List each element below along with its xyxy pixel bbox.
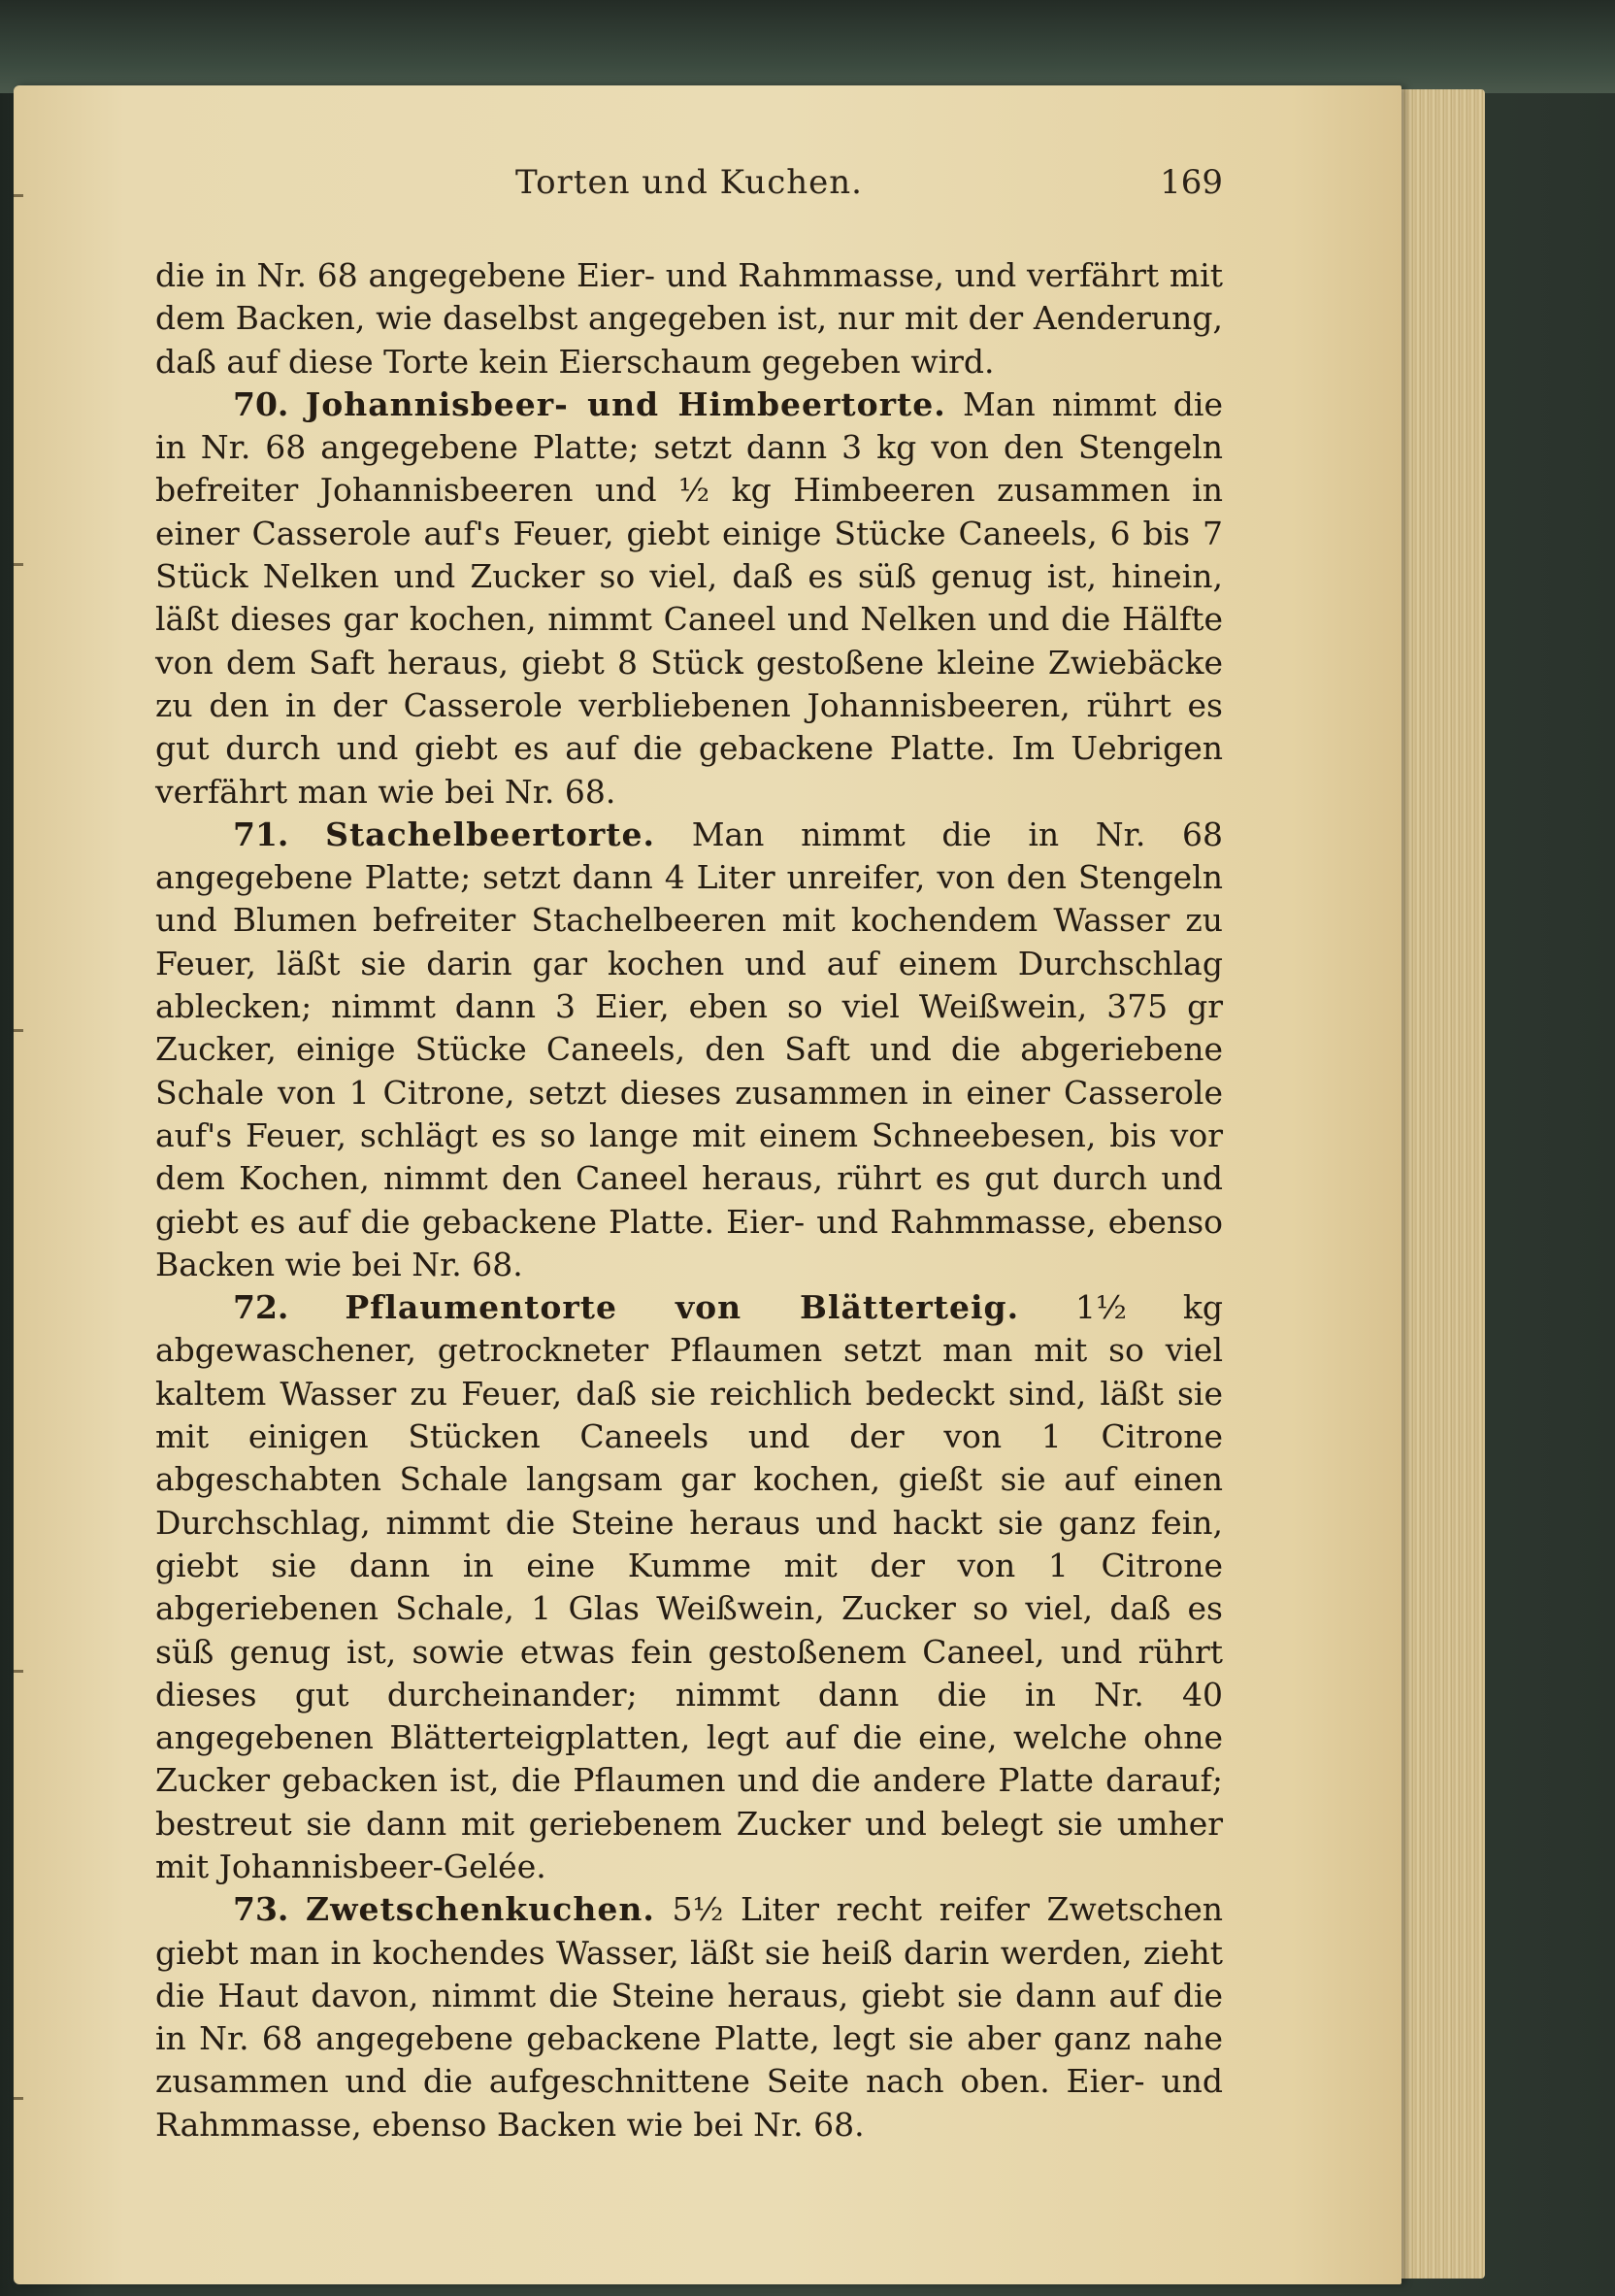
body-text <box>155 254 1223 2146</box>
recipe-text: 1½ kg abgewaschener, getrockneter Pflaumen setzt man mit so viel kaltem Wasser zu Feuer, daß sie reichlich bedeckt sind, läßt sie mit einigen Stücken Caneels und der von 1 Citrone abgeschabten Schale langsam gar kochen, gießt sie auf einen Durchschlag, nimmt die Steine heraus und hackt sie ganz fein, giebt sie dann in eine Kumme mit der von 1 Citrone abgeriebenen Schale, 1 Glas Weißwein, Zucker so viel, daß es süß genug ist, sowie etwas fein gestoßenem Caneel, und rührt dieses gut durcheinander; nimmt dann die in Nr. 40 angegebenen Blätterteigplatten, legt auf die eine, welche ohne Zucker gebacken ist, die Pflaumen und die andere Platte darauf; bestreut sie dann mit geriebenem Zucker und belegt sie umher mit Johannisbeer-Gelée. <box>155 1288 1223 1885</box>
paragraph-text: die in Nr. 68 angegebene Eier- und Rahmmasse, und verfährt mit dem Backen, wie daselbst angegeben ist, nur mit der Aenderung, daß auf diese Torte kein Eierschaum gegeben wird. <box>155 256 1223 381</box>
running-head-title: Torten und Kuchen. <box>515 163 863 202</box>
binding-stitch-marks <box>14 194 25 2136</box>
recipe-number: 72. <box>233 1288 289 1327</box>
recipe-title: Stachelbeertorte. <box>325 815 656 853</box>
running-head <box>155 163 1223 212</box>
recipe-text: Man nimmt die in Nr. 68 angegebene Platte; setzt dann 4 Liter unreifer, von den Stengeln und Blumen befreiter Stachelbeeren mit kochendem Wasser zu Feuer, läßt sie darin gar kochen und auf einem Durchschlag ablecken; nimmt dann 3 Eier, eben so viel Weißwein, 375 gr Zucker, einige Stücke Caneels, den Saft und die abgeriebene Schale von 1 Citrone, setzt dieses zusammen in einer Casserole auf's Feuer, schlägt es so lange mit einem Schneebesen, bis vor dem Kochen, nimmt den Caneel heraus, rührt es gut durch und giebt es auf die gebackene Platte. Eier- und Rahmmasse, ebenso Backen wie bei Nr. 68. <box>155 815 1223 1283</box>
recipe-number: 70. <box>233 384 289 423</box>
recipe-73 <box>155 1888 1223 2146</box>
recipe-text: Man nimmt die in Nr. 68 angegebene Platte; setzt dann 3 kg von den Stengeln befreiter Johannisbeeren und ½ kg Himbeeren zusammen in einer Casserole auf's Feuer, giebt einige Stücke Caneels, 6 bis 7 Stück Nelken und Zucker so viel, daß es süß genug ist, hinein, läßt dieses gar kochen, nimmt Caneel und Nelken und die Hälfte von dem Saft heraus, giebt 8 Stück gestoßene kleine Zwiebäcke zu den in der Casserole verbliebenen Johannisbeeren, rührt es gut durch und giebt es auf die gebackene Platte. Im Uebrigen verfährt man wie bei Nr. 68. <box>155 384 1223 811</box>
recipe-title: Pflaumentorte von Blätterteig. <box>345 1288 1020 1327</box>
recipe-70 <box>155 383 1223 814</box>
page-edges <box>1398 89 1485 2279</box>
recipe-71 <box>155 814 1223 1286</box>
recipe-number: 73. <box>233 1890 289 1929</box>
recipe-72 <box>155 1286 1223 1888</box>
paragraph-continuation <box>155 254 1223 383</box>
recipe-title: Zwetschenkuchen. <box>306 1890 655 1929</box>
recipe-number: 71. <box>233 815 289 853</box>
page-number: 169 <box>1160 163 1223 202</box>
recipe-text: 5½ Liter recht reifer Zwetschen giebt man in kochendes Wasser, läßt sie heiß darin werden, zieht die Haut davon, nimmt die Steine heraus, giebt sie dann auf die in Nr. 68 angegebene gebackene Platte, legt sie aber ganz nahe zusammen und die aufgeschnittene Seite nach oben. Eier- und Rahmmasse, ebenso Backen wie bei Nr. 68. <box>155 1890 1223 2144</box>
recipe-title: Johannisbeer- und Himbeertorte. <box>305 384 946 423</box>
book-cover-top-edge <box>0 0 1615 93</box>
